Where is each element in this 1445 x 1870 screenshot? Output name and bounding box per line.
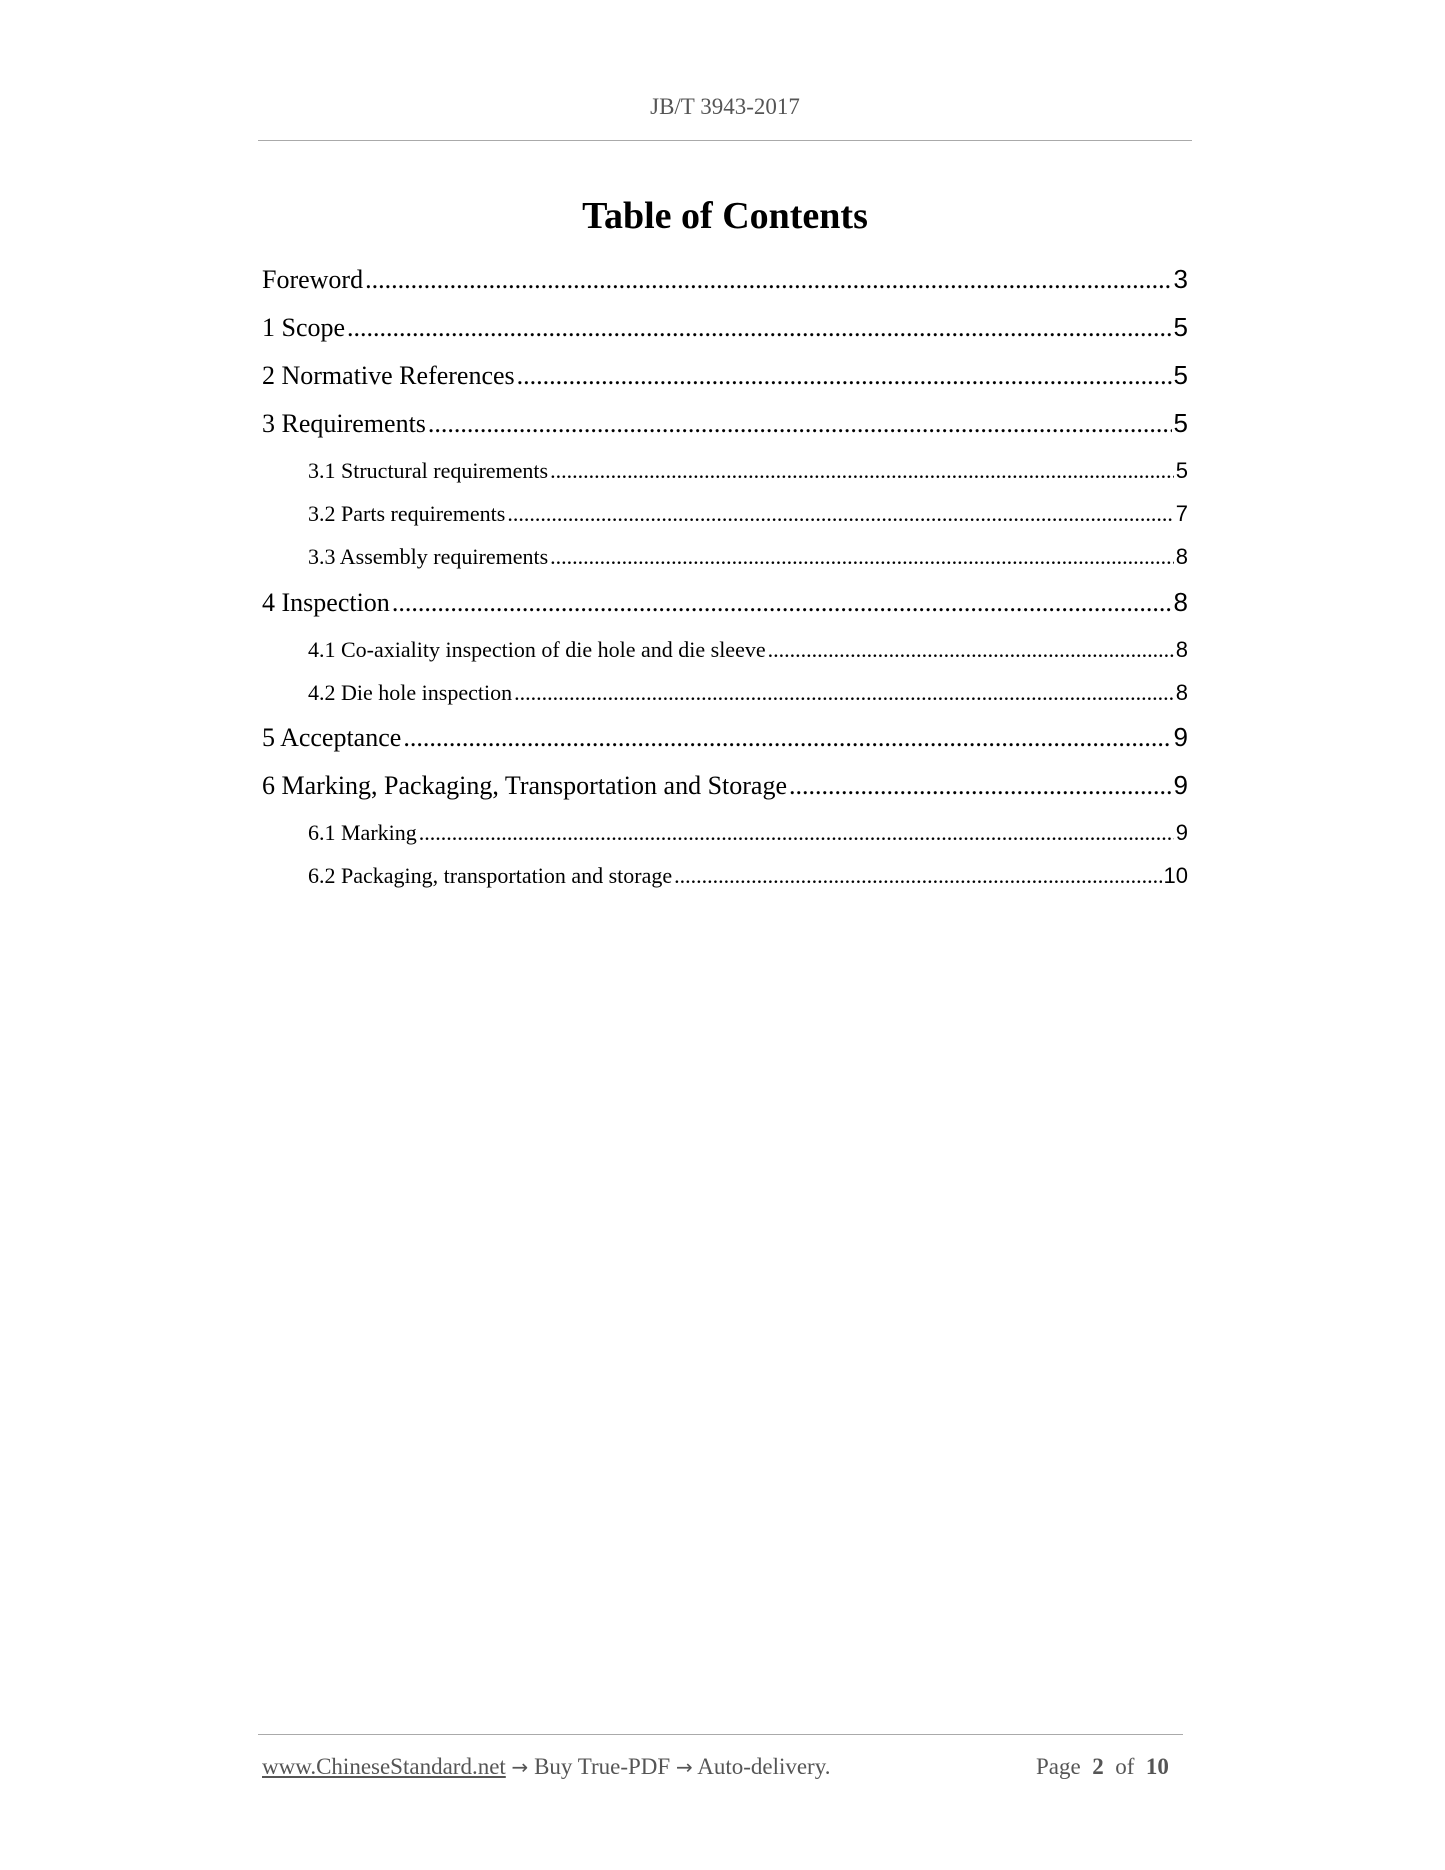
toc-entry-label: 3.1 Structural requirements — [308, 458, 549, 483]
toc-entry-label: 5 Acceptance — [262, 723, 402, 752]
toc-leader-dots — [768, 637, 1174, 663]
toc-entry-page: 9 — [1173, 722, 1188, 752]
toc-leader-dots — [419, 820, 1174, 846]
toc-entry-coaxiality-inspection[interactable] — [308, 637, 1188, 663]
site-link[interactable]: www.ChineseStandard.net — [262, 1754, 506, 1779]
toc-entry-packaging-transportation-storage[interactable] — [308, 863, 1188, 889]
document-id-header: JB/T 3943-2017 — [650, 94, 800, 119]
toc-entry-label: 6 Marking, Packaging, Transportation and Storage — [262, 771, 787, 800]
toc-entry-label: 3.2 Parts requirements — [308, 501, 506, 526]
toc-entry-label: 4 Inspection — [262, 588, 390, 617]
toc-entry-label: 3 Requirements — [262, 409, 426, 438]
toc-entry-page: 7 — [1175, 501, 1188, 526]
toc-entry-inspection[interactable] — [262, 587, 1188, 618]
toc-entry-page: 8 — [1175, 680, 1188, 705]
toc-entry-label: 4.2 Die hole inspection — [308, 680, 513, 705]
toc-leader-dots — [507, 501, 1173, 527]
toc-entry-page: 5 — [1173, 312, 1188, 342]
toc-entry-requirements[interactable] — [262, 408, 1188, 439]
arrow-right-icon: → — [511, 1755, 529, 1779]
toc-entry-label: 4.1 Co-axiality inspection of die hole and die sleeve — [308, 637, 766, 662]
toc-entry-acceptance[interactable] — [262, 722, 1188, 753]
of-word: of — [1115, 1754, 1135, 1779]
toc-leader-dots — [428, 409, 1172, 439]
toc-leader-dots — [674, 863, 1161, 889]
toc-entry-label: Foreword — [262, 265, 364, 294]
toc-entry-parts-requirements[interactable] — [308, 501, 1188, 527]
toc-entry-page: 5 — [1173, 408, 1188, 438]
toc-entry-marking-packaging[interactable] — [262, 770, 1188, 801]
toc-entry-die-hole-inspection[interactable] — [308, 680, 1188, 706]
footer-divider — [258, 1734, 1183, 1735]
toc-leader-dots — [347, 313, 1171, 343]
header-divider — [258, 140, 1192, 141]
total-page-number: 10 — [1145, 1754, 1169, 1779]
toc-entry-scope[interactable] — [262, 312, 1188, 343]
delivery-text: Auto-delivery. — [697, 1754, 831, 1779]
page-title: Table of Contents — [582, 195, 868, 237]
footer-promo — [262, 1754, 830, 1780]
page-indicator — [1036, 1754, 1169, 1780]
page-word: Page — [1036, 1754, 1081, 1779]
toc-entry-normative-references[interactable] — [262, 360, 1188, 391]
toc-entry-page: 8 — [1175, 637, 1188, 662]
toc-entry-label: 6.1 Marking — [308, 820, 417, 845]
current-page-number: 2 — [1092, 1754, 1104, 1779]
toc-entry-marking[interactable] — [308, 820, 1188, 846]
toc-leader-dots — [517, 361, 1172, 391]
toc-leader-dots — [789, 771, 1172, 801]
toc-entry-page: 9 — [1173, 770, 1188, 800]
toc-entry-page: 8 — [1173, 587, 1188, 617]
toc-entry-label: 1 Scope — [262, 313, 346, 342]
toc-leader-dots — [514, 680, 1174, 706]
toc-entry-page: 5 — [1175, 458, 1188, 483]
toc-entry-label: 6.2 Packaging, transportation and storage — [308, 863, 673, 888]
toc-leader-dots — [550, 544, 1174, 570]
toc-entry-assembly-requirements[interactable] — [308, 544, 1188, 570]
toc-leader-dots — [392, 588, 1172, 618]
toc-leader-dots — [550, 458, 1174, 484]
toc-entry-page: 5 — [1173, 360, 1188, 390]
buy-text: Buy True-PDF — [534, 1754, 671, 1779]
toc-entry-page: 8 — [1175, 544, 1188, 569]
toc-leader-dots — [403, 723, 1171, 753]
arrow-right-icon: → — [675, 1755, 693, 1779]
toc-entry-label: 3.3 Assembly requirements — [308, 544, 549, 569]
toc-entry-structural-requirements[interactable] — [308, 458, 1188, 484]
toc-entry-foreword[interactable] — [262, 264, 1188, 295]
toc-entry-page: 3 — [1173, 264, 1188, 294]
toc-entry-page: 10 — [1163, 863, 1188, 888]
toc-leader-dots — [365, 265, 1171, 295]
toc-entry-label: 2 Normative References — [262, 361, 515, 390]
toc-entry-page: 9 — [1175, 820, 1188, 845]
